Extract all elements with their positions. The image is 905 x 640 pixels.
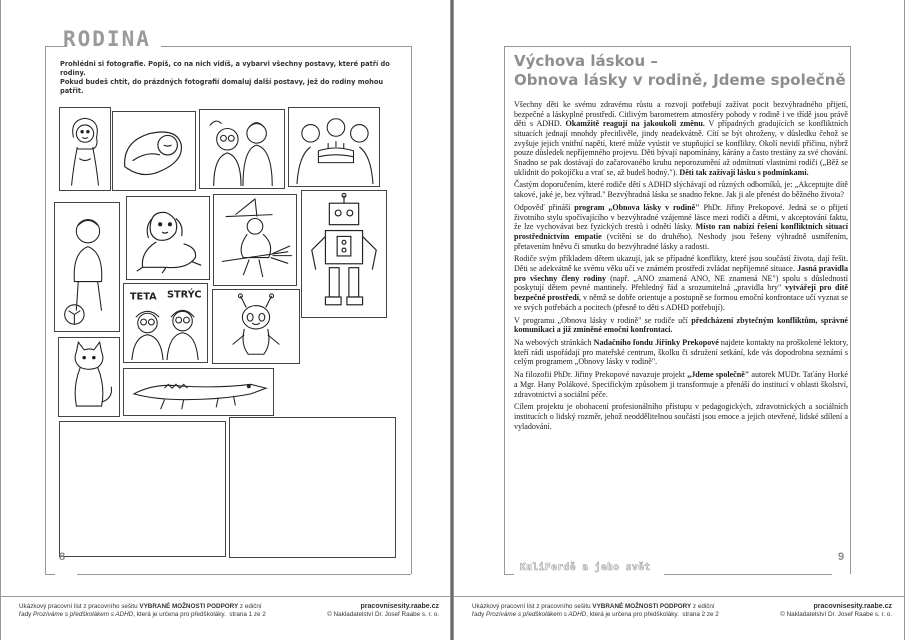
article-paragraph — [514, 254, 848, 312]
aunt-uncle-drawing — [124, 284, 207, 362]
emphasis-text: vytvářejí pro dítě bezpečné prostředí — [514, 283, 848, 303]
photo-cake-family — [288, 107, 380, 187]
frame-left-line — [504, 46, 505, 574]
instruction-line-1: Prohlédni si fotografie. Popiš, co na nich vidíš, a vybarvi všechny postavy, které patří do rodiny. — [60, 60, 390, 77]
emphasis-text: Jasná pravidla pro všechny členy rodiny — [514, 264, 849, 283]
footer-text: řady — [472, 611, 486, 618]
label-teta: TETA — [129, 291, 157, 303]
body-text: PhDr. Jiřiny Prekopové. Jedná se o přijetí životního stylu spočívajícího v bezvýhradné vzájemné lásce mezi rodiči a dětmi, v akceptování faktu, že lze vychovávat bez fyzických trestů i odnětí lásky. — [514, 202, 849, 232]
body-text: (vcítění se do druhého). Neshody jsou řešeny výhradně usmířením, přetavením hněvu či smutku do bezvýhradné lásky a radosti. — [514, 231, 848, 251]
photo-aunt-uncle — [123, 283, 208, 363]
article-paragraph — [514, 402, 848, 431]
empty-photo-frame-1 — [59, 421, 226, 557]
frame-right-line — [411, 46, 412, 574]
footer-bold: VYBRANÉ MOŽNOSTI PODPORY — [139, 603, 239, 610]
emphasis-text: Děti tak zažívají lásku s podmínkami. — [679, 167, 809, 177]
article-paragraph — [514, 370, 848, 399]
article-title-line-1: Výchova láskou – — [514, 52, 658, 70]
frame-top-line — [504, 46, 850, 47]
article-paragraph — [514, 100, 848, 177]
body-text: Cílem projektu je obohacení profesionálního přístupu v pedagogických, zdravotnických a sociálních institucích o lidský rozměr, jehož neoddělitelnou součástí jsou emoce a jejich otevřené, lidské sdílení a vyladování. — [514, 402, 848, 431]
body-text: Častým doporučením, které rodiče dětí s ADHD slýchávají od různých odborníků, je: „Akceptujte dítě takové, jaké je, bez výhrad." Bezvýhradná láska se snadno řekne. Jak ji ale přenést do běžného života? — [514, 180, 848, 200]
alien-drawing — [213, 290, 299, 363]
page-title: RODINA — [63, 27, 151, 51]
body-text: Na filozofii PhDr. Jiřiny Prekopové navazuje projekt — [514, 370, 688, 380]
boy-drawing — [55, 203, 119, 331]
cake-family-drawing — [289, 108, 379, 186]
footer — [19, 603, 439, 619]
dog-drawing — [127, 197, 209, 279]
photo-boy-football — [54, 202, 120, 332]
footer-publisher: © Nakladatelství Dr. Josef Raabe s. r. o. — [780, 611, 892, 618]
article-paragraph — [514, 203, 848, 251]
article-title — [514, 52, 846, 90]
frame-bottom-line-right — [77, 574, 411, 575]
series-label: KuliFerdě a jeho svět — [520, 562, 651, 573]
photo-dog — [126, 196, 210, 280]
instructions — [60, 60, 405, 96]
emphasis-text: Nadačního fondu Jiřinky Prekopové — [593, 338, 719, 348]
article-paragraph — [514, 316, 848, 335]
emphasis-text: předcházení zbytečným konfliktům, správné komunikaci a již zmíněné emoční konfrontaci. — [514, 315, 848, 335]
emphasis-text: „Jdeme společně" — [687, 370, 750, 380]
left-page — [0, 0, 451, 640]
girl-drawing — [60, 108, 110, 190]
body-text: najdete kontakty na proškolené lektory, kteří rádi uspořádají pro mateřské centrum, školku či sdružení setkání, kde vás dopodrobna seznámí s celým programem „Obnovy lásky v rodině". — [514, 338, 848, 367]
photo-crocodile — [123, 368, 274, 416]
footer-text-end: , která je určena pro předškoláky. — [586, 611, 679, 618]
baby-drawing — [113, 112, 195, 190]
article-paragraph — [514, 338, 848, 367]
label-stryc: STRÝC — [166, 289, 202, 301]
article-title-line-2: Obnova lásky v rodině, Jdeme společně — [514, 71, 846, 89]
photo-witch — [213, 194, 297, 286]
page-number: 8 — [59, 551, 66, 563]
footer-rule — [454, 596, 904, 597]
body-text: Odpověď přináší — [514, 202, 575, 212]
photo-girl — [59, 107, 111, 191]
body-text: Rodiče svým příkladem dětem ukazují, jak se případné konflikty, které jsou součástí života, dají řešit. Děti se adekvátně ke svému věku učí ve známém prostředí zvládat nepříjemné situace. — [514, 254, 848, 274]
page-number: 9 — [838, 551, 845, 563]
frame-bottom-line — [45, 574, 55, 575]
footer-website[interactable]: pracovnisesity.raabe.cz — [813, 603, 892, 610]
footer-italic: Prozíváme s předškolákem s ADHD — [33, 611, 134, 618]
footer-text-end: z ediční — [238, 603, 262, 610]
frame-right-line — [850, 46, 851, 574]
frame-bottom-line — [504, 574, 514, 575]
frame-left-line — [45, 46, 46, 574]
footer-page-info: strana 1 ze 2 — [229, 611, 266, 618]
photo-alien — [212, 289, 300, 364]
footer-text: Ukázkový pracovní list z pracovního sešitu — [19, 603, 140, 610]
body-text: , v němž se dobře orientuje a postupně se formou emoční konfrontace učí vyznat se ve svých potřebách a pocitech (přesně to děti s ADHD potřebují). — [514, 293, 848, 312]
footer-text: řady — [19, 611, 33, 618]
article-paragraph — [514, 180, 848, 199]
footer — [472, 603, 892, 619]
body-text: (např. „ANO znamená ANO, NE znamená NE") spolu s důsledností poskytují dětem pevné mantinely. Přehledný řád a srozumitelná „pravidla hry" — [514, 273, 848, 293]
crocodile-drawing — [124, 369, 273, 415]
frame-bottom-line-right — [664, 574, 832, 575]
footer-rule — [1, 596, 450, 597]
article-body — [514, 100, 848, 435]
grandparents-drawing — [200, 110, 284, 188]
footer-italic: Prozíváme s předškolákem s ADHD — [486, 611, 587, 618]
footer-bold: VYBRANÉ MOŽNOSTI PODPORY — [592, 603, 692, 610]
photo-robot — [301, 190, 387, 318]
body-text: Všechny děti ke svému zdravému růstu a rozvoji potřebují zažívat pocit bezvýhradného přijetí, bezpečné a láskyplné prostředí. Citlivým barometrem atmosféry pohody v rodině i ve třídě jsou právě děti s ADHD. — [514, 100, 848, 129]
footer-text-end: z ediční — [691, 603, 715, 610]
photo-baby — [112, 111, 196, 191]
cat-drawing — [59, 338, 119, 416]
frame-top-line-right — [161, 46, 411, 47]
emphasis-text: Místo ran nabízí řešení konfliktních situací prostřednictvím empatie — [514, 222, 848, 241]
body-text: autorek MUDr. Taťány Horké a Mgr. Hany Polákové. Specifickým způsobem ji transformuje a přenáší do institucí v oblasti školství, zdravotnictví a sociální péče. — [514, 370, 848, 399]
footer-text: Ukázkový pracovní list z pracovního sešitu — [472, 603, 593, 610]
witch-drawing — [214, 195, 296, 285]
photo-grandparents — [199, 109, 285, 189]
footer-website[interactable]: pracovnisesity.raabe.cz — [360, 603, 439, 610]
emphasis-text: program „Obnova lásky v rodině" — [574, 202, 700, 212]
footer-page-info: strana 2 ze 2 — [682, 611, 719, 618]
footer-text-end: , která je určena pro předškoláky. — [133, 611, 226, 618]
body-text: Na webových stránkách — [514, 338, 594, 348]
body-text: V programu „Obnova lásky v rodině" se rodiče učí — [514, 315, 692, 325]
instruction-line-2: Pokud budeš chtít, do prázdných fotografií domaluj další postavy, jež do rodiny mohou patřit. — [60, 78, 384, 95]
empty-photo-frame-2 — [229, 417, 396, 558]
footer-publisher: © Nakladatelství Dr. Josef Raabe s. r. o. — [327, 611, 439, 618]
emphasis-text: Okamžitě reagují na jakoukoli změnu. — [565, 119, 705, 129]
photo-cat — [58, 337, 120, 417]
robot-drawing — [302, 191, 386, 317]
body-text: V případných gradujících se konfliktních situacích jednají mnohdy přecitlivěle, jindy neadekvátně. Cítí se být ohroženy, v důsledku čehož se zvyšuje jejich vnitřní napětí, které může vyústit ve stupňující se konflikty. Okolí nevidí příčinu, nýbrž pouze důsledek nepříjemného projevu. Děti bývají napomínány, kárány a často trestány za své chování. Snadno se pak dostávají do začarovaného kruhu neporozumění až odmítnutí vlastními rodiči („Běž se uklidnit do pokojíčku a vrať se, až budeš hodný."). — [514, 119, 848, 177]
